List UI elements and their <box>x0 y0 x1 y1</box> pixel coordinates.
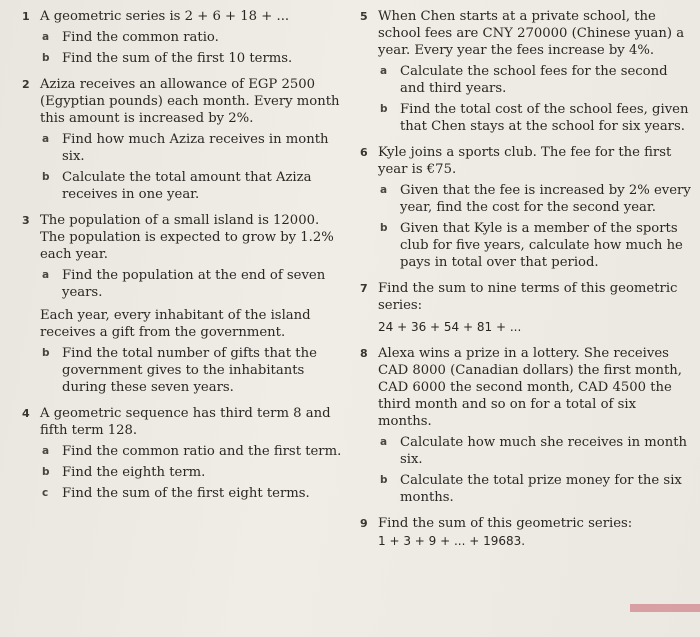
question-part <box>378 182 692 216</box>
question-text: Aziza receives an allowance of EGP 2500 (Egyptian pounds) each month. Every month this amount is increased by 2%. <box>40 77 340 126</box>
part-label: a <box>42 31 50 43</box>
part-label: b <box>42 466 50 478</box>
part-text: Calculate how much she receives in month six. <box>400 435 688 467</box>
question-text: Alexa wins a prize in a lottery. She receives CAD 8000 (Canadian dollars) the first month, CAD 6000 the second month, CAD 4500 the third month and so on for a total of six months. <box>378 346 682 429</box>
part-label: a <box>380 436 388 448</box>
question-9 <box>360 515 692 550</box>
part-label: b <box>380 103 388 115</box>
question-part <box>378 434 692 468</box>
question-number: 2 <box>22 78 30 91</box>
part-label: b <box>380 222 388 234</box>
part-text: Find the total number of gifts that the government gives to the inhabitants during these seven years. <box>62 346 317 395</box>
right-column <box>360 8 692 555</box>
question-number: 3 <box>22 214 30 227</box>
part-text: Find how much Aziza receives in month six. <box>62 132 329 164</box>
part-label: b <box>380 474 388 486</box>
left-column <box>22 8 347 507</box>
question-part <box>40 29 347 46</box>
question-number: 4 <box>22 407 30 420</box>
part-text: Calculate the total amount that Aziza receives in one year. <box>62 170 312 202</box>
part-text: Find the common ratio and the first term. <box>62 444 342 459</box>
question-text: A geometric sequence has third term 8 and fifth term 128. <box>40 406 331 438</box>
part-label: a <box>380 184 388 196</box>
question-part <box>40 345 347 396</box>
question-part <box>378 220 692 271</box>
decorative-bar <box>630 604 700 612</box>
question-part <box>40 131 347 165</box>
question-part <box>40 267 347 301</box>
part-text: Given that the fee is increased by 2% every year, find the cost for the second year. <box>400 183 691 215</box>
question-number: 5 <box>360 10 368 23</box>
part-label: c <box>42 487 49 499</box>
part-label: b <box>42 171 50 183</box>
part-label: b <box>42 347 50 359</box>
part-text: Given that Kyle is a member of the sports club for five years, calculate how much he pays in total over that period. <box>400 221 683 270</box>
question-text: When Chen starts at a private school, the school fees are CNY 270000 (Chinese yuan) a year. Every year the fees increase by 4%. <box>378 9 685 58</box>
part-label: a <box>42 445 50 457</box>
question-number: 9 <box>360 517 368 530</box>
question-part <box>40 485 347 502</box>
question-part <box>378 101 692 135</box>
question-text: A geometric series is 2 + 6 + 18 + ... <box>40 9 290 24</box>
question-8 <box>360 345 692 506</box>
part-text: Find the sum of the first 10 terms. <box>62 51 293 66</box>
part-text: Find the total cost of the school fees, given that Chen stays at the school for six years. <box>400 102 689 134</box>
question-number: 7 <box>360 282 368 295</box>
question-2 <box>22 76 347 203</box>
question-3 <box>22 212 347 396</box>
part-text: Find the sum of the first eight terms. <box>62 486 310 501</box>
question-part <box>378 63 692 97</box>
question-5 <box>360 8 692 135</box>
question-7 <box>360 280 692 336</box>
question-number: 6 <box>360 146 368 159</box>
question-number: 1 <box>22 10 30 23</box>
question-text: Kyle joins a sports club. The fee for the first year is €75. <box>378 145 672 177</box>
part-label: a <box>380 65 388 77</box>
question-midtext: Each year, every inhabitant of the island receives a gift from the government. <box>40 308 311 340</box>
question-text: Find the sum to nine terms of this geometric series: <box>378 281 678 313</box>
part-text: Find the population at the end of seven years. <box>62 268 326 300</box>
part-label: b <box>42 52 50 64</box>
question-4 <box>22 405 347 502</box>
question-6 <box>360 144 692 271</box>
part-text: Find the common ratio. <box>62 30 219 45</box>
series-expression: 1 + 3 + 9 + ... + 19683. <box>378 534 526 548</box>
part-label: a <box>42 269 50 281</box>
question-part <box>40 50 347 67</box>
question-part <box>40 464 347 481</box>
question-1 <box>22 8 347 67</box>
question-part <box>40 169 347 203</box>
part-label: a <box>42 133 50 145</box>
question-text: The population of a small island is 12000. The population is expected to grow by 1.2% each year. <box>40 213 334 262</box>
series-expression: 24 + 36 + 54 + 81 + ... <box>378 320 522 334</box>
part-text: Calculate the school fees for the second and third years. <box>400 64 668 96</box>
part-text: Calculate the total prize money for the six months. <box>400 473 682 505</box>
question-number: 8 <box>360 347 368 360</box>
question-part <box>378 472 692 506</box>
part-text: Find the eighth term. <box>62 465 206 480</box>
question-text: Find the sum of this geometric series: <box>378 516 633 531</box>
question-part <box>40 443 347 460</box>
